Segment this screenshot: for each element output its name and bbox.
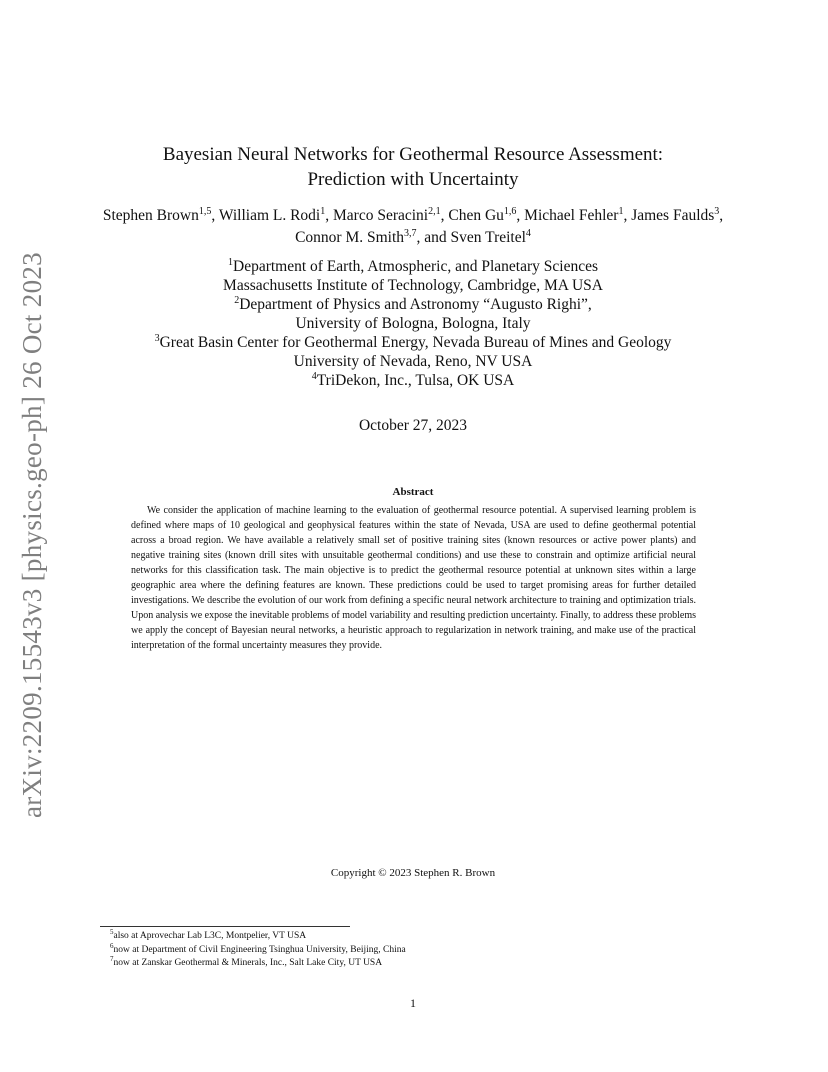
footnote bbox=[110, 954, 710, 971]
author-name: William L. Rodi bbox=[218, 207, 321, 224]
author-name: James Faulds bbox=[631, 207, 715, 224]
affiliation-list bbox=[100, 257, 726, 390]
copyright-notice: Copyright © 2023 Stephen R. Brown bbox=[330, 867, 496, 879]
affiliation-marker: 2 bbox=[234, 294, 240, 306]
affiliation-line bbox=[100, 314, 726, 333]
affiliation-text: University of Bologna, Bologna, Italy bbox=[295, 315, 531, 332]
affiliation-line bbox=[100, 295, 726, 314]
author-name: Stephen Brown bbox=[102, 207, 199, 224]
affiliation-text: Department of Physics and Astronomy “Augusto Righi”, bbox=[239, 296, 592, 313]
author-name: Chen Gu bbox=[448, 207, 504, 224]
affiliation-text: Massachusetts Institute of Technology, Cambridge, MA USA bbox=[223, 277, 603, 294]
affiliation-line bbox=[100, 257, 726, 276]
paper-date: October 27, 2023 bbox=[358, 417, 468, 434]
abstract-text: We consider the application of machine learning to the evaluation of geothermal resource potential. A supervised learning problem is defined where maps of 10 geological and geophysical features within the state of Nevada, USA are used to define geothermal potential across a broad region. We have available a relatively small set of positive training sites (known resources or active power plants) and negative training sites (known drill sites with unsuitable geothermal conditions) and use these to constrain and optimize artificial neural networks for this classification task. The main objective is to predict the geothermal resource potential at unknown sites within a large geographic area where the defining features are known. These predictions could be used to target promising areas for further detailed investigations. We describe the evolution of our work from defining a specific neural network architecture to training and optimization trials. Upon analysis we expose the inevitable problems of model variability and resulting prediction uncertainty. Finally, to address these problems we apply the concept of Bayesian neural networks, a heuristic approach to regularization in network training, and make use of the practical interpretation of the formal uncertainty measures they provide. bbox=[131, 505, 696, 651]
author-name: Connor M. Smith bbox=[295, 229, 405, 246]
affiliation-text: Great Basin Center for Geothermal Energy, Nevada Bureau of Mines and Geology bbox=[159, 334, 672, 351]
page-number: 1 bbox=[410, 996, 416, 1010]
title-line-1: Bayesian Neural Networks for Geothermal Resource Assessment: bbox=[162, 144, 664, 165]
author-name: Sven Treitel bbox=[450, 229, 526, 246]
arxiv-identifier-text: arXiv:2209.15543v3 [physics.geo-ph] 26 Oct 2023 bbox=[16, 251, 47, 819]
title-line-2: Prediction with Uncertainty bbox=[307, 169, 519, 190]
footnote-text: now at Department of Civil Engineering Tsinghua University, Beijing, China bbox=[113, 944, 406, 955]
footnote-marker: 6 bbox=[110, 941, 114, 950]
affiliation-text: Department of Earth, Atmospheric, and Planetary Sciences bbox=[233, 258, 598, 275]
affiliation-line bbox=[100, 276, 726, 295]
arxiv-identifier bbox=[14, 248, 50, 822]
paper-title bbox=[100, 142, 726, 192]
footnote-marker: 7 bbox=[110, 954, 114, 963]
author-affiliation-marker: 3 bbox=[714, 205, 720, 217]
footnote-text: now at Zanskar Geothermal & Minerals, Inc., Salt Lake City, UT USA bbox=[113, 958, 383, 968]
footnote-list bbox=[110, 927, 710, 971]
author-list: Stephen Brown$^{1,5}$, William L. Rodi$^1$, Marco Seracini$^{2,1}$, Chen Gu$^{1,6}$, Michael Fehler$^1$, James Faulds$^3$, Connor M. Smith$^{3,7}$, and Sven Treitel$^4$ bbox=[102, 205, 724, 246]
affiliation-text: University of Nevada, Reno, NV USA bbox=[293, 353, 533, 370]
author-affiliation-marker: 3,7 bbox=[404, 227, 417, 239]
author-affiliation-marker: 1,5 bbox=[198, 205, 212, 217]
footnote-marker: 5 bbox=[110, 927, 114, 936]
author-affiliation-marker: 1,6 bbox=[503, 205, 517, 217]
affiliation-line bbox=[100, 371, 726, 390]
footnote-rule bbox=[100, 926, 350, 927]
abstract-heading: Abstract bbox=[392, 486, 434, 498]
footnote bbox=[110, 941, 710, 958]
affiliation-text: TriDekon, Inc., Tulsa, OK USA bbox=[316, 372, 515, 389]
author-affiliation-marker: 1 bbox=[618, 205, 624, 217]
author-name: Marco Seracini bbox=[333, 207, 429, 224]
author-affiliation-marker: 4 bbox=[525, 227, 531, 239]
author-affiliation-marker: 1 bbox=[320, 205, 326, 217]
affiliation-line bbox=[100, 352, 726, 371]
affiliation-marker: 3 bbox=[154, 332, 160, 344]
footnote bbox=[110, 927, 710, 944]
affiliation-marker: 4 bbox=[311, 370, 317, 382]
footnote-text: also at Aprovechar Lab L3C, Montpelier, VT USA bbox=[113, 931, 307, 941]
author-affiliation-marker: 2,1 bbox=[428, 205, 441, 217]
affiliation-line bbox=[100, 333, 726, 352]
author-name: Michael Fehler bbox=[524, 207, 619, 224]
affiliation-marker: 1 bbox=[228, 256, 233, 268]
